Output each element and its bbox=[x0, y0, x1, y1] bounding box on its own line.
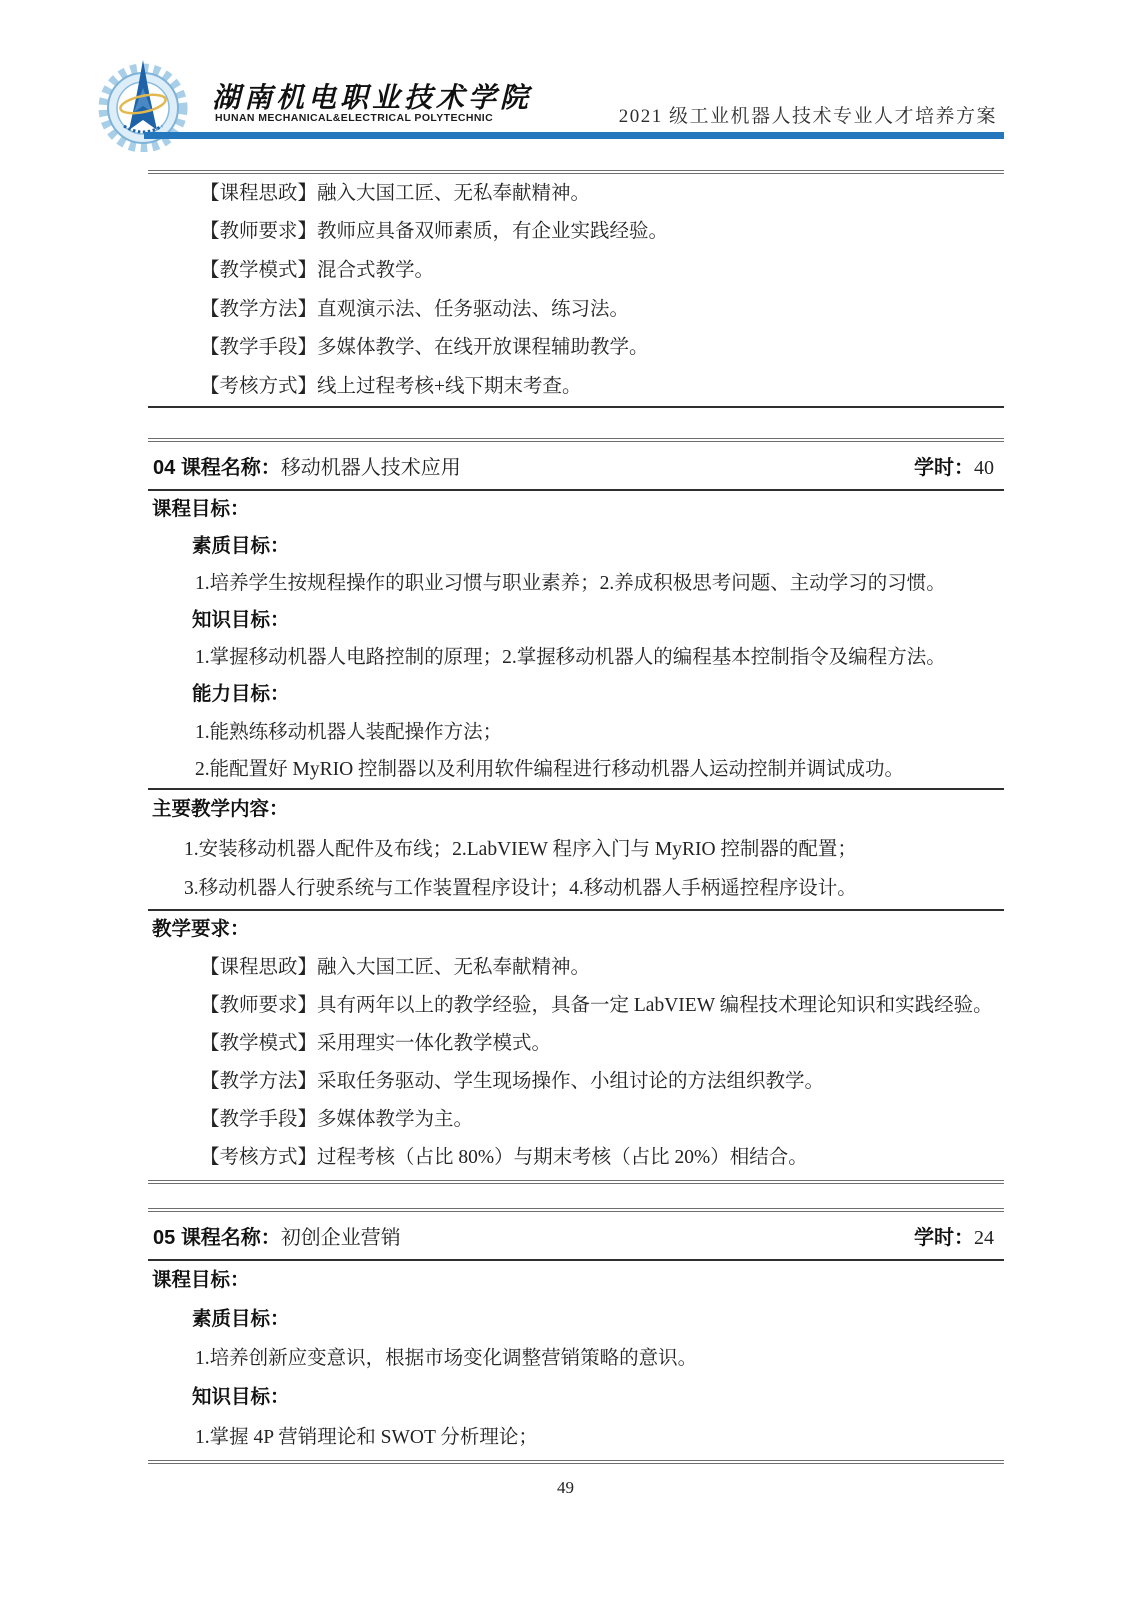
requirement-text: 混合式教学。 bbox=[317, 259, 435, 281]
course-04-table bbox=[148, 438, 1004, 1184]
requirement-text: 采取任务驱动、学生现场操作、小组讨论的方法组织教学。 bbox=[317, 1071, 825, 1093]
content-line: 3.移动机器人行驶系统与工作装置程序设计；4.移动机器人手柄遥控程序设计。 bbox=[184, 878, 857, 900]
requirement-item bbox=[148, 300, 1004, 320]
requirement-text: 多媒体教学为主。 bbox=[317, 1109, 474, 1131]
requirement-item bbox=[148, 958, 1004, 978]
requirement-label: 【考核方式】 bbox=[200, 375, 318, 397]
ability-goal-text: 1.能熟练移动机器人装配操作方法； bbox=[195, 721, 503, 743]
course-hours: 40 bbox=[974, 457, 994, 479]
requirement-label: 【教师要求】 bbox=[200, 221, 318, 243]
course-number: 04 bbox=[153, 457, 176, 479]
requirement-label: 【教学手段】 bbox=[200, 1109, 318, 1131]
requirement-text: 线上过程考核+线下期末考查。 bbox=[317, 375, 582, 397]
course-name-cell bbox=[153, 1221, 401, 1250]
course-hours-label: 学时： bbox=[914, 1227, 974, 1249]
quality-goal-text: 1.培养创新应变意识，根据市场变化调整营销策略的意识。 bbox=[195, 1348, 698, 1370]
requirement-text: 融入大国工匠、无私奉献精神。 bbox=[317, 182, 591, 204]
school-name-zh: 湖南机电职业技术学院 bbox=[212, 81, 533, 114]
quality-goal-text: 1.培养学生按规程操作的职业习惯与职业素养；2.养成积极思考问题、主动学习的习惯。 bbox=[195, 573, 946, 595]
ability-goal-heading: 能力目标： bbox=[192, 683, 290, 706]
requirement-item bbox=[148, 1148, 1004, 1168]
requirement-item bbox=[148, 1072, 1004, 1092]
course-name: 初创企业营销 bbox=[280, 1227, 401, 1249]
requirement-label: 【课程思政】 bbox=[200, 182, 318, 204]
requirement-text: 教师应具备双师素质，有企业实践经验。 bbox=[317, 221, 669, 243]
requirement-item bbox=[148, 184, 1004, 204]
requirement-label: 【课程思政】 bbox=[200, 957, 318, 979]
course-hours-cell bbox=[914, 451, 994, 480]
course-title-row bbox=[148, 1212, 1004, 1261]
requirement-label: 【教学模式】 bbox=[200, 1033, 318, 1055]
header-rule bbox=[144, 132, 1004, 139]
knowledge-goal-text: 1.掌握 4P 营销理论和 SWOT 分析理论； bbox=[195, 1426, 538, 1448]
requirement-item bbox=[148, 1034, 1004, 1054]
course-05-table bbox=[148, 1208, 1004, 1464]
quality-goal-heading: 素质目标： bbox=[192, 534, 290, 557]
requirement-text: 具有两年以上的教学经验，具备一定 LabVIEW 编程技术理论知识和实践经验。 bbox=[317, 995, 993, 1017]
requirement-text: 融入大国工匠、无私奉献精神。 bbox=[317, 957, 591, 979]
requirement-label: 【教学模式】 bbox=[200, 259, 318, 281]
requirement-item bbox=[148, 222, 1004, 242]
requirement-label: 【教师要求】 bbox=[200, 995, 318, 1017]
knowledge-goal-text: 1.掌握移动机器人电路控制的原理；2.掌握移动机器人的编程基本控制指令及编程方法。 bbox=[195, 647, 946, 669]
course-content-section bbox=[148, 790, 1004, 911]
ability-goal-text: 2.能配置好 MyRIO 控制器以及利用软件编程进行移动机器人运动控制并调试成功。 bbox=[195, 758, 905, 780]
course-requirements-section bbox=[148, 911, 1004, 1177]
requirement-item bbox=[148, 996, 1004, 1016]
page-number: 49 bbox=[557, 1478, 574, 1497]
requirements-heading: 教学要求： bbox=[152, 918, 250, 941]
course-hours: 24 bbox=[974, 1227, 994, 1249]
requirement-label: 【考核方式】 bbox=[200, 1147, 318, 1169]
goals-heading: 课程目标： bbox=[152, 1268, 250, 1291]
requirement-label: 【教学方法】 bbox=[200, 1071, 318, 1093]
goals-heading: 课程目标： bbox=[152, 497, 250, 520]
course-goals-section bbox=[148, 491, 1004, 790]
course-number: 05 bbox=[153, 1227, 176, 1249]
course-title-row bbox=[148, 442, 1004, 491]
course-name: 移动机器人技术应用 bbox=[280, 457, 461, 479]
requirement-item bbox=[148, 1110, 1004, 1130]
knowledge-goal-heading: 知识目标： bbox=[192, 609, 290, 632]
course-name-cell bbox=[153, 451, 461, 480]
course-name-label: 课程名称： bbox=[180, 457, 281, 479]
requirement-label: 【教学手段】 bbox=[200, 337, 318, 359]
doc-title: 2021 级工业机器人技术专业人才培养方案 bbox=[618, 106, 997, 127]
prev-course-requirements-table bbox=[148, 170, 1004, 408]
knowledge-goal-heading: 知识目标： bbox=[192, 1386, 290, 1409]
requirement-text: 多媒体教学、在线开放课程辅助教学。 bbox=[317, 337, 649, 359]
course-hours-cell bbox=[914, 1221, 994, 1250]
requirement-item bbox=[148, 377, 1004, 397]
quality-goal-heading: 素质目标： bbox=[192, 1308, 290, 1331]
requirement-item bbox=[148, 261, 1004, 281]
requirement-text: 采用理实一体化教学模式。 bbox=[317, 1033, 552, 1055]
school-name-en: HUNAN MECHANICAL&ELECTRICAL POLYTECHNIC bbox=[215, 112, 494, 124]
course-name-label: 课程名称： bbox=[180, 1227, 281, 1249]
requirement-item bbox=[148, 338, 1004, 358]
requirement-label: 【教学方法】 bbox=[200, 298, 318, 320]
content-heading: 主要教学内容： bbox=[152, 798, 289, 821]
course-goals-section bbox=[148, 1261, 1004, 1457]
course-hours-label: 学时： bbox=[914, 457, 974, 479]
requirement-text: 过程考核（占比 80%）与期末考核（占比 20%）相结合。 bbox=[317, 1147, 808, 1169]
requirement-text: 直观演示法、任务驱动法、练习法。 bbox=[317, 298, 630, 320]
content-line: 1.安装移动机器人配件及布线；2.LabVIEW 程序入门与 MyRIO 控制器的配置； bbox=[184, 838, 857, 860]
